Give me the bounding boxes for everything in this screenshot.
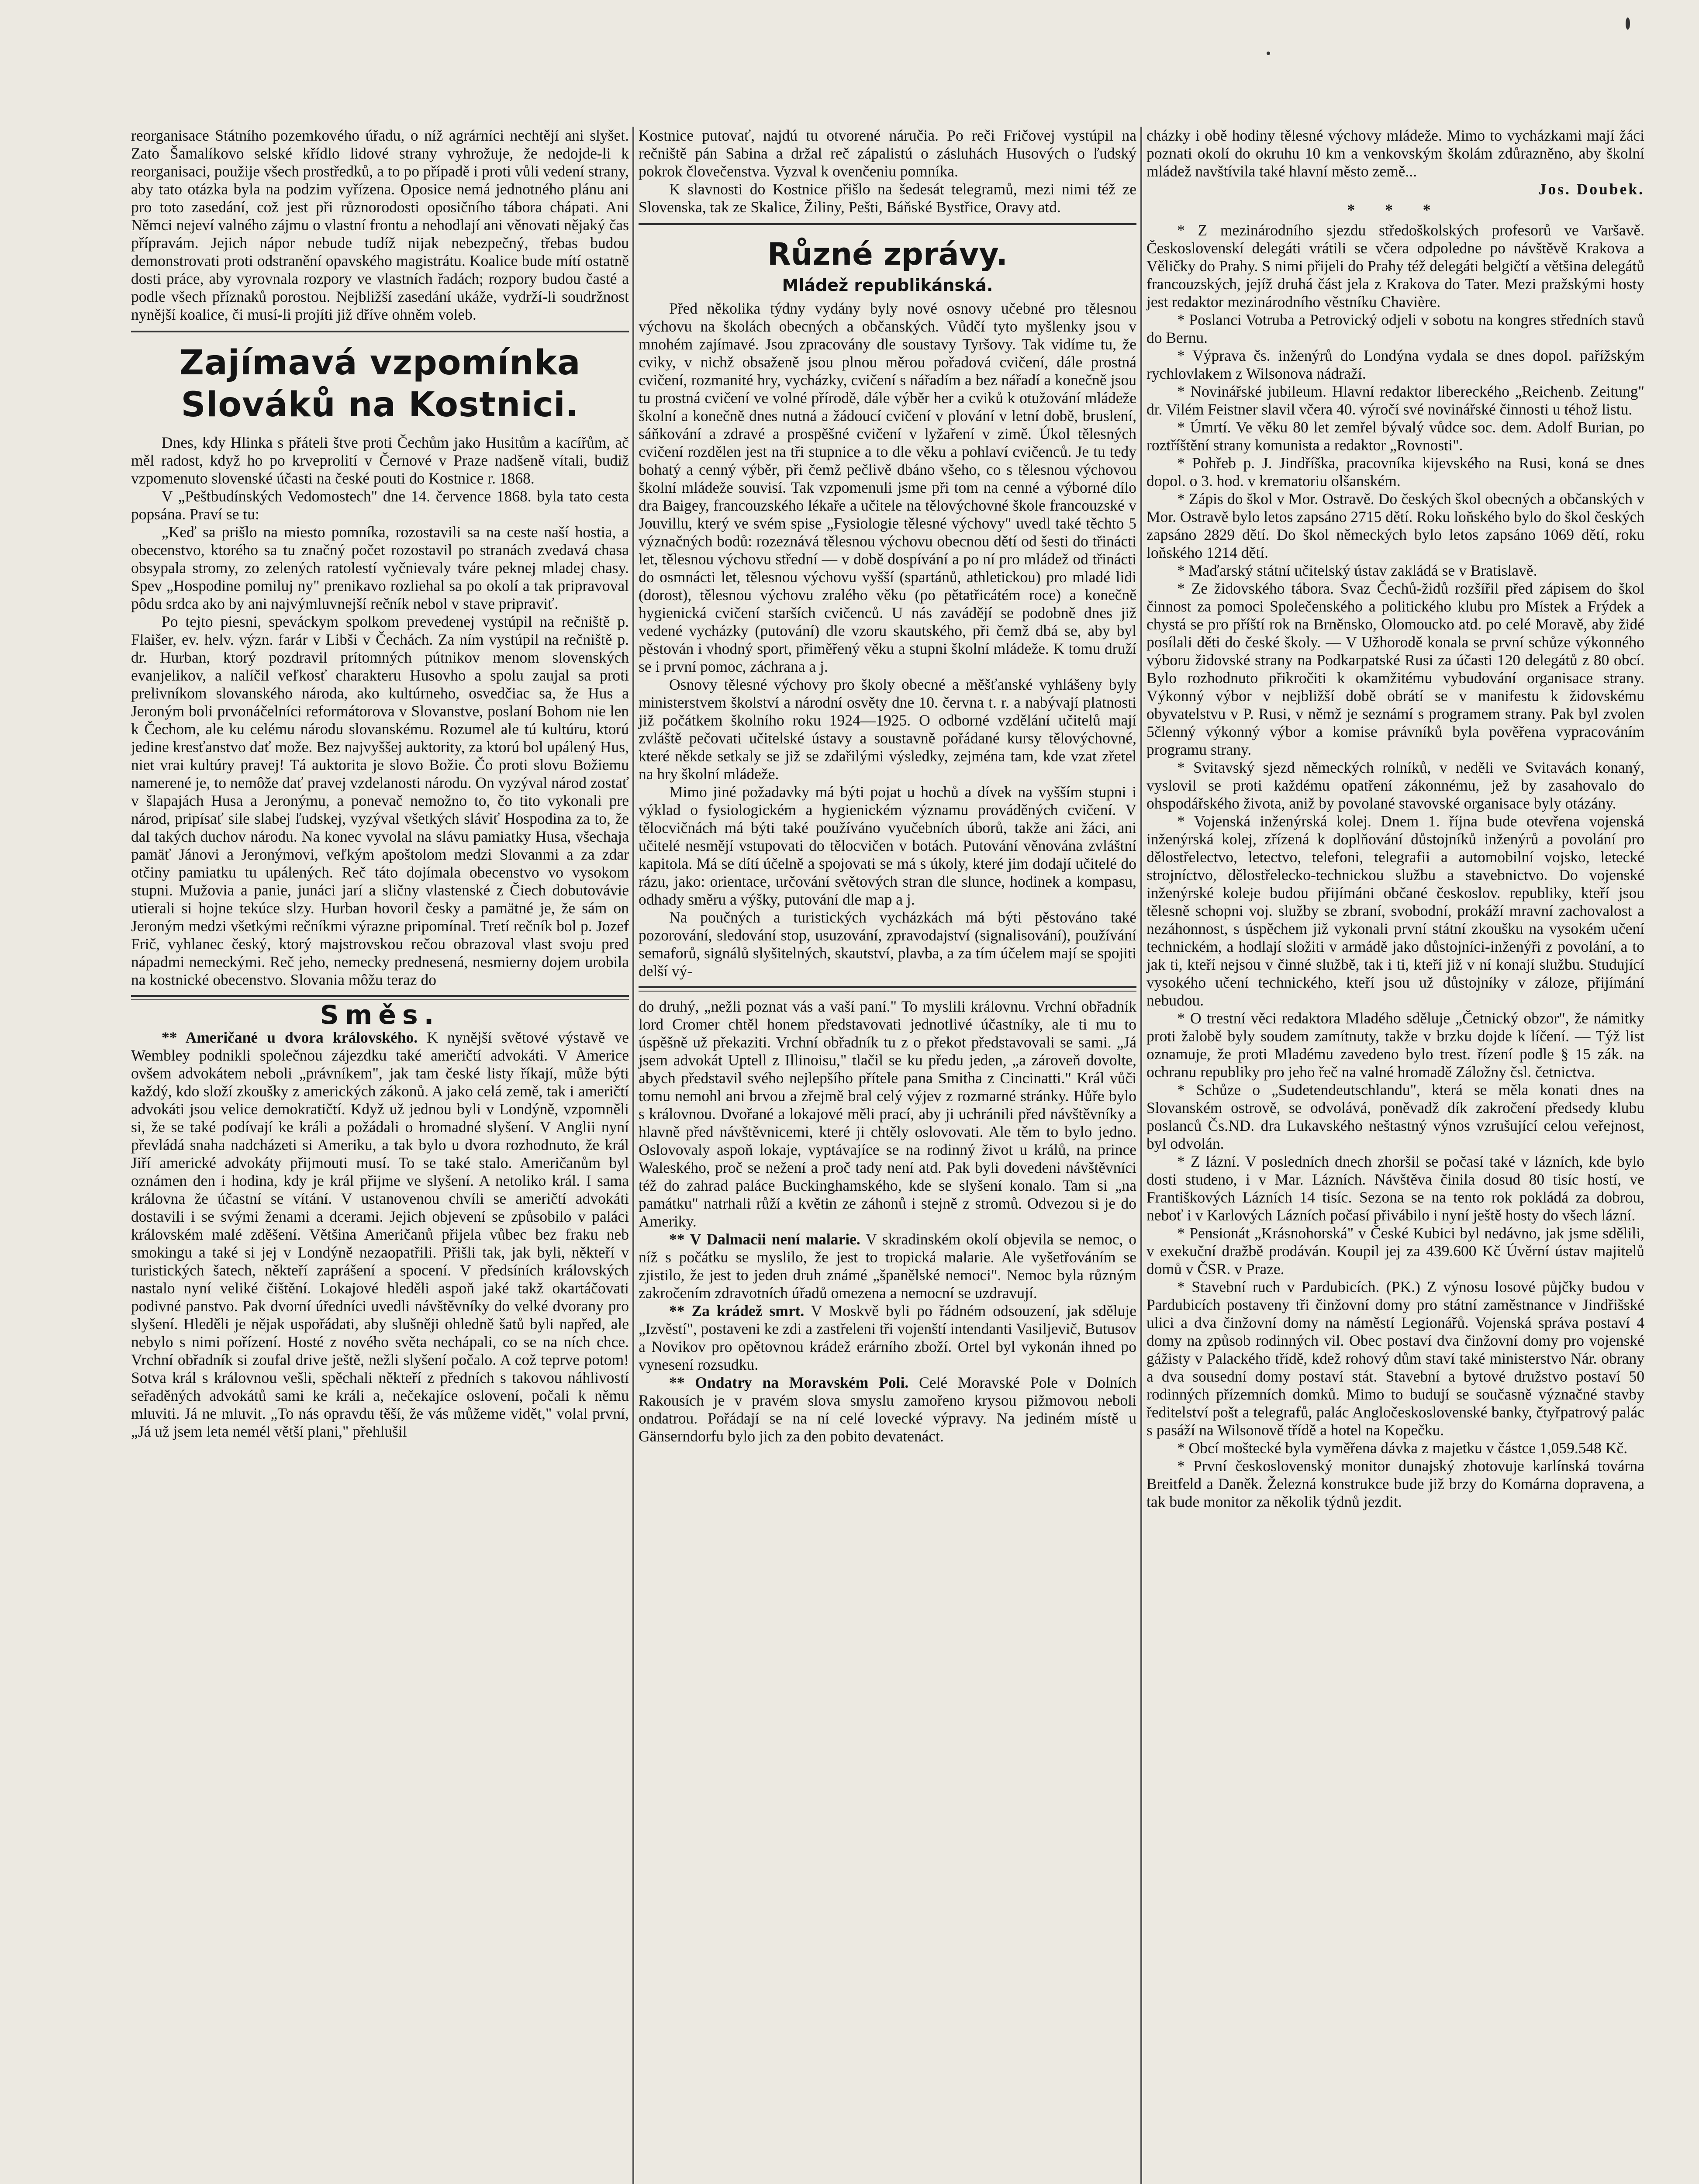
news-item: * O trestní věci redaktora Mladého sděluje „Četnický obzor", že námitky proti žalobě byly soudem zamítnuty, takže v brzku dojde k líčení. — Týž list oznamuje, že proti Mladému zavedeno bylo trest. řízení podle § 15 zák. na ochranu republiky pro jeho řeč na valné hromadě Záložny čsl. četnictva. bbox=[1146, 1009, 1644, 1081]
section-rule bbox=[639, 986, 1136, 992]
section-stars: * * * bbox=[1347, 201, 1444, 218]
item-title: ** Za krádež smrt. bbox=[669, 1302, 805, 1320]
article-text: Dnes, kdy Hlinka s přáteli štve proti Čechům jako Husitům a kacířům, ač měl radost, když ho po krveprolití v Černové v Praze nadšeně vítali, budiž vzpomenuto slovenské účasti na české pouti do Kostnice r. 1868. bbox=[131, 434, 629, 487]
print-speck bbox=[1267, 52, 1270, 55]
column-3 bbox=[1146, 127, 1644, 1511]
news-item: * Obcí moštecké byla vyměřena dávka z majetku v částce 1,059.548 Kč. bbox=[1177, 1439, 1628, 1457]
news-item: * Z lázní. V posledních dnech zhoršil se počasí také v lázních, kde bylo dosti studeno, i v Mar. Lázních. Návštěva činila dosud 80 tisíc hostí, ve Františkových Lázních 14 tisíc. Sezona se na tento rok pokládá za dobrou, neboť i v Karlových Lázních počasí přivábilo i nyní ještě hosty do všech lázní. bbox=[1146, 1153, 1644, 1224]
article-headline: Zajímavá vzpomínka Slováků na Kostnici. bbox=[179, 343, 581, 425]
article-text: Na poučných a turistických vycházkách má býti pěstováno také pozorování, sledování stop, usuzování, zpravodajství (signalisování), používání semaforů, signálů slyšitelných, skautství, plavba, a za tím účelem mají se spojiti delší vý- bbox=[639, 909, 1136, 980]
news-item: * Pohřeb p. J. Jindříška, pracovníka kijevského na Rusi, koná se dnes dopol. o 3. hod. v krematoriu olšanském. bbox=[1146, 454, 1644, 490]
news-item: * První československý monitor dunajský zhotovuje karlínská továrna Breitfeld a Daněk. Železná konstrukce bude již brzy do Komárna dopravena, a tak bude monitor za několik týdnů jezdit. bbox=[1146, 1457, 1644, 1510]
news-item: * Maďarský státní učitelský ústav zakládá se v Bratislavě. bbox=[1177, 562, 1537, 579]
column-2 bbox=[639, 127, 1136, 1445]
column-divider bbox=[632, 127, 634, 2184]
section-rule bbox=[639, 223, 1136, 225]
article-text: Před několika týdny vydány byly nové osnovy učebné pro tělesnou výchovu na školách obecných a občanských. Vůdčí tyto myšlenky jsou v mnohém zajímavé. Jsou zpracovány dle soustavy Tyršovy. Tak vidíme tu, že cviky, v nichž obsaženě jsou plnou měrou pořadová cvičení, dále prostná cvičení, rozmanité hry, vycházky, cvičení s nářadím a bez nářadí a konečně jsou tu prostná cvičení ve volné přírodě, dále výběr her a cviků k otužování mládeže školní a konečně dnes nutná a žádoucí cvičení v plování v letní době, bruslení, sáňkování a zdravé a prospěšné cvičení v lyžaření v zimě. Úkol tělesných cvičení rozdělen jest na tři stupnice a to dle věku a pohlaví cvičenců. Je tu tedy bohatý a cenný výběr, při čemž pečlivě dbáno všeho, co s tělesnou výchovou školní mládeže souvisí. Tak vzpomenuli jsme při tom na cenné a výborné dílo dra Baigey, francouzského lékaře a učitele na tělovýchovné škole francouzské v Jouvillu, který ve svém spise „Fysiologie tělesné výchovy" uvedl také těchto 5 význačných bodů: rozeznává tělesnou výchovu obecnou dětí od šesti do třinácti let, tělesnou výchovu střední — v době dospívání a po ní pro mládež od třinácti do osmnácti let, tělesnou výchovu vyšší (spartánů, athletickou) pro mladé lidi (dorost), tělesnou výchovu zralého věku (po pětatřicátém roce) a konečně hygienická cvičení starších cvičenců. U nás zavádějí se podobně dnes již vedené vycházky (putování) dle vzoru skautského, při čemž dbá se, aby byl pěstován i vhodný sport, přiměřený věku a stupni školní mládeže. K tomu druží se i první pomoc, záchrana a j. bbox=[639, 300, 1136, 675]
news-item: * Z mezinárodního sjezdu středoškolských profesorů ve Varšavě. Československí delegáti vrátili se včera odpoledne po návštěvě Krakova a Věličky do Prahy. S nimi přijeli do Prahy též delegáti belgičtí a většina delegátů francouzských, jejíž druhá část jela z Krakova do Tater. Mezi pražskými hosty jest redaktor mezinárodního věstníku Chavière. bbox=[1146, 221, 1644, 311]
news-item: * Svitavský sjezd německých rolníků, v neděli ve Svitavách konaný, vyslovil se proti každému opatření zákonnému, jež by zasahovalo do ohspodářského života, aniž by povolané stavovské organisace byly otázány. bbox=[1146, 759, 1644, 812]
news-item: * Zápis do škol v Mor. Ostravě. Do českých škol obecných a občanských v Mor. Ostravě bylo letos zapsáno 2715 dětí. Roku loňského bylo do škol českých zapsáno 2829 dětí. Do škol německých bylo letos zapsáno 1069 dětí, roku loňského 1214 dětí. bbox=[1146, 490, 1644, 561]
article-text: Mimo jiné požadavky má býti pojat u hochů a dívek na vyšším stupni i výklad o fysiologickém a hygienickém významu prováděných cvičení. V tělocvičnách má býti také používáno vyučebních úborů, takže ani žáci, ani učitelé nesmějí vstupovati do tělocvičen v botách. Putování věnována zvláštní kapitola. Má se dítí účelně a spojovati se má s úkoly, které jim dodají učitelé do rázu, jako: orientace, určování světových stran dle slunce, hodinek a kompasu, odhady směru a výšky, putování dle map a j. bbox=[639, 783, 1136, 908]
news-item: * Ze židovského tábora. Svaz Čechů-židů rozšířil před zápisem do škol činnost za pomoci Společenského a politického klubu pro Místek a Frýdek a chystá se pro příští rok na Brněnsko, Olomoucko atd. po celé Moravě, aby židé posílali děti do české školy. — V Užhorodě konala se první schůze výkonného výboru židovské strany na Podkarpatské Rusi za účasti 120 delegátů z 80 obcí. Bylo rozhodnuto přikročiti k okamžitému vybudování organisace strany. Výkonný výbor v nejbližší době obrátí se v manifestu k židovskému obyvatelstvu v P. Rusi, v němž je seznámí s programem strany. Pak byl zvolen 5členný výkonný výbor a komise právníků byla pověřena vypracováním programu strany. bbox=[1146, 580, 1644, 758]
author-signature: Jos. Doubek. bbox=[1538, 180, 1644, 198]
news-item: * Stavební ruch v Pardubicích. (PK.) Z výnosu losové půjčky budou v Pardubicích postaveny tři činžovní domy pro státní zaměstnance v Jindřišské ulici a dva činžovní domy na náměstí Legionářů. Vojenská správa postaví 4 domy na způsob rodinných vil. Obec postaví dva činžovní domy pro vojenské gážisty v Palackého třídě, kdež rohový dům staví také ministerstvo Nár. obrany a dva sousední domy postaví stát. Stavební a bytové družstvo postaví 50 rodinných přízemních domků. Mimo to budují se současně význačné stavby ředitelství pošt a telegrafů, palác Angločeskoslovenské banky, čtyřpatrový palác s pasáží na Wilsonově třídě a hotel na Kopečku. bbox=[1146, 1278, 1644, 1439]
article-text: Kostnice putovať, najdú tu otvorené náručia. Po reči Fričovej vystúpil na rečniště pán Sabina a držal reč zápalistú o zásluhách Husových o ľudský pokrok človečenstva. Vyzval k ovenčeniu pomníka. bbox=[639, 127, 1136, 180]
article-text: Po tejto piesni, speváckym spolkom prevedenej vystúpil na rečniště p. Flaišer, ev. helv. význ. farár v Libši v Čechách. Za ním vystúpil na rečniště p. dr. Hurban, ktorý pozdravil prítomných pútnikov menom slovenských evanjelikov, a nalíčil veľkosť charakteru Husovho a spolu zaujal sa proti prelivníkom slovanského národa, ako kultúrneho, osvedčiac sa, že Hus a Jeroným boli prvonáčelníci reformátorova v Slovanstve, poslaní Bohom nie len k Čechom, ale ku celému národu slovanskému. Rozumel ale tú kultúru, ktorú jedine kresťanstvo dať može. Bez najvyššej auktority, za ktorú bol upálený Hus, niet vrai kultúry pravej! Tá auktorita je slovo Božie. Čo proti slovu Božiemu namerené je, to nemôže dať pravej vzdelanosti národu. On vyzýval národ zostať v šlapajách Husa a Jeronýmu, a ponevač nemožno to, čo tito vykonali pre národ, pripísať sile slabej ľudskej, vyzýval všetkých sláviť Hospodina za to, že dal takých duchov národu. Na konec vyvolal na slávu pamiatky Husa, všechaja pamäť Jánovi a Jeronýmovi, veľkým apoštolom medzi Slovanmi a za zdar otčiny pamiatku tu upálených. Reč táto dojímala obecenstvo vo vysokom stupni. Mužovia a panie, junáci jarí a sličny vlastenské z Čiech dobutovávie utierali si hojne tekúce slzy. Hurban hovoril česky a pamätné je, že sám on Jeroným medzi všetkými rečníkmi výrazne pripomínal. Tretí rečník bol p. Jozef Frič, vyhlanec český, ktorý majstrovskou rečou obrazoval vlast svoju pred nápadmi nemeckými. Reč jeho, nemecky prednesená, nesmierny dojem urobila na kostnické obecenstvo. Slovania môžu teraz do bbox=[131, 613, 629, 988]
column-1 bbox=[131, 127, 629, 1441]
news-item: * Poslanci Votruba a Petrovický odjeli v sobotu na kongres středních stavů do Bernu. bbox=[1146, 311, 1644, 346]
section-heading: Různé zprávy. bbox=[767, 236, 1008, 272]
article-subheading: Mládež republikánská. bbox=[782, 276, 993, 295]
news-item: * Vojenská inženýrská kolej. Dnem 1. října bude otevřena vojenská inženýrská kolej, zřízená k doplňování důstojníků inženýrů a povolání pro dělostřelectvo, letectvo, telefoni, telegrafii a automobilní vojsko, letecké strojníctvo, dělostřelecko-technickou službu a stavebnictvo. Do vojenské inženýrské koleje budou přijímáni občané českoslov. republiky, kteří jsou tělesně schopni voj. služby se zbraní, svobodní, prokáží mravní zachovalost a nezáhonnost, s úspěchem již vykonali první státní zkoušku na vysokém učení technickém, a hodlají složiti v armádě jako důstojníci-inženýři z povolání, a to jak ti, kteří nejsou v činné službě, tak i ti, kteří již v ní konají službu. Studující vysokého učení technického, kteří jsou už důstojníky v záloze, přijímání nebudou. bbox=[1146, 812, 1644, 1009]
news-item: * Schůze o „Sudetendeutschlandu", která se měla konati dnes na Slovanském ostrově, se odvolává, poněvadž dík zakročení předsedy klubu poslanců Čs.ND. dra Lukavského neštastný výnos vzrušující celou veřejnost, byl odvolán. bbox=[1146, 1081, 1644, 1152]
article-text: V „Peštbudínských Vedomostech" dne 14. července 1868. byla tato cesta popsána. Praví se tu: bbox=[131, 487, 629, 523]
column-divider bbox=[1140, 127, 1142, 2184]
article-text: reorganisace Státního pozemkového úřadu, o níž agrárníci nechtějí ani slyšet. Zato Šamalíkovo selské křídlo lidové strany vyhrožuje, že nedojde-li k reorganisaci, použije všech prostředků, a to po případě i proti vůli vedení strany, aby tato otázka byla na podzim vyřízena. Oposice nemá jednotného plánu ani pro toto zasedání, což jest při různorodosti oposičního tábora chápati. Ani Němci nejeví valného zájmu o vlastní frontu a nehodlají ani věnovati nějaký čas přípravám. Jejich nápor nebude tudíž nijak nebezpečný, třebas budou demonstrovati proti odstranění opavského magistrátu. Koalice bude mítí ostatně dosti práce, aby vyrovnala rozpory ve vlastních řadách; rozpory budou časté a podle všech příznaků porostou. Nejbližší zasedání ukáže, vydrží-li soudržnost nynější koalice, či musí-li projíti již dříve ohněm voleb. bbox=[131, 127, 629, 323]
news-item: * Úmrtí. Ve věku 80 let zemřel bývalý vůdce soc. dem. Adolf Burian, po roztříštění strany komunista a redaktor „Rovnosti". bbox=[1146, 418, 1644, 454]
news-item: * Výprava čs. inženýrů do Londýna vydala se dnes dopol. pařížským rychlovlakem z Wilsonova nádraží. bbox=[1146, 347, 1644, 382]
article-text: K nynější světové výstavě ve Wembley podnikli společnou zájezdku také američtí advokáti. V Americe ovšem advokátem neboli „právníkem", jak tam české listy říkají, může býti každý, kdo složí zkoušky z amerických zákonů. A jako celá země, tak i američtí advokáti jsou velice demokratičtí. Když už jednou byli v Londýně, vzpomněli si, že se také podívají ke králi a požádali o hromadné slyšení. V Anglii nyní převládá snaha nadcházeti si Ameriku, a tak bylo u dvora rozhodnuto, že král Jiří americké advokáty přijmouti musí. To se také stalo. Američanům byl oznámen den i hodina, kdy je král přijme ve slyšení. A netoliko král. I sama královna že účastní se vítání. V ustanovenou chvíli se američtí advokáti dostavili i se svými ženami a dcerami. Jejich objevení se způsobilo v paláci královském malé zděšení. Většina Američanů přijela vůbec bez fraku neb smokingu a také si jej v Londýně nezaopatřili. Přišli tak, jak byli, někteří v turistických šatech, někteří zaprášení a spocení. V předsíních královských nastalo nyní veliké čištění. Lokajové hleděli aspoň jaké takž okartáčovati podivné panstvo. Pak dvorní úředníci uvedli návštěvníky do velké dvorany pro slyšení. Hleděli je nějak uspořádati, aby slušněji ohledně šatů byli napřed, ale nebylo s nimi pořízení. Hosté z nového světa nechápali, co se na ních chce. Vrchní obřadník si zoufal drive ještě, nežli slyšení počalo. A což teprve potom! Sotva král s královnou vešli, spěchali někteří z předních s takovou náhlivostí seřaděných advokátů sami ke králi a, nečekajíce oslovení, počali k němu mluviti. Já ne mluvit. „To nás opravdu těší, že vás můžeme vidět," volal první, „Já už jsem leta nemél větší plani," přehlušil bbox=[131, 1029, 629, 1440]
article-text: Celé Moravské Pole v Dolních Rakousích je v pravém slova smyslu zamořeno krysou pižmovou neboli ondatrou. Pořádají se na ní celé lovecké výpravy. Na jediném místě u Gänserndorfu bylo jich za den pobito devatenáct. bbox=[639, 1374, 1136, 1445]
article-text: „Keď sa prišlo na miesto pomníka, rozostavili sa na ceste naší hostia, a obecenstvo, ktorého sa tu značný počet rozostavil po stranách zvedavá chasa obsypala stromy, zo zelených ratolestí vyčnievaly tváre peknej mladej chasy. Spev „Hospodine pomiluj ny" prenikavo rozliehal sa po okolí a tak pripravoval pôdu srdca ako by ani najvýmluvnejší rečník nebol v stave pripraviť. bbox=[131, 523, 629, 612]
article-text: K slavnosti do Kostnice přišlo na šedesát telegramů, mezi nimi též ze Slovenska, tak ze Skalice, Žiliny, Pešti, Báňské Bystřice, Oravy atd. bbox=[639, 180, 1136, 216]
print-speck bbox=[1626, 17, 1630, 30]
item-title: ** V Dalmacii není malarie. bbox=[669, 1230, 860, 1248]
item-title: ** Ondatry na Moravském Poli. bbox=[669, 1374, 909, 1391]
news-item: * Novinářské jubileum. Hlavní redaktor libereckého „Reichenb. Zeitung" dr. Vilém Feistner slavil včera 40. výročí své novinářské činnosti u téhož listu. bbox=[1146, 383, 1644, 418]
article-text: Osnovy tělesné výchovy pro školy obecné a měšťanské vyhlášeny byly ministerstvem školství a národní osvěty dne 10. června t. r. a nabývají platnosti již počátkem školního roku 1924—1925. O odborné vzdělání učitelů mají zvláště pečovati učitelské ústavy a soustavně pořádané kursy tělovýchovné, které někde setkaly se již se zdařilými výsledky, zejména tam, kde vzat zřetel na hry školní mládeže. bbox=[639, 676, 1136, 783]
item-title: ** Američané u dvora královského. bbox=[162, 1029, 418, 1046]
article-text: V skradinském okolí objevila se nemoc, o níž s počátku se myslilo, že jest to tropická malarie. Ale vyšetřováním se zjistilo, že jest to jeden druh známé „španělské nemoci". Nemoc byla různým zakročením zdravotních úřadů omezena a nemocní se uzdravují. bbox=[639, 1230, 1137, 1302]
section-rule bbox=[131, 331, 629, 332]
section-heading: Směs. bbox=[320, 1000, 440, 1030]
news-item: * Pensionát „Krásnohorská" v České Kubici byl nedávno, jak jsme sdělili, v exekuční dražbě prodáván. Koupil jej za 439.600 Kč Úvěrní ústav majitelů domů v ČSR. v Praze. bbox=[1146, 1224, 1644, 1278]
article-text: V Moskvě byli po řádném odsouzení, jak sděluje „Izvěstí", postaveni ke zdi a zastřeleni tři vojenští intendanti Vasiljevič, Butusov a Novikov pro opětovnou krádež erárního zboží. Ortel byl vykonán ihned po vynesení rozsudku. bbox=[639, 1302, 1136, 1373]
article-text: cházky i obě hodiny tělesné výchovy mládeže. Mimo to vycházkami mají žáci poznati okolí do okruhu 10 km a venkovským školám zdůrazněno, aby školní mládež navštívila také hlavní město země... bbox=[1146, 127, 1644, 180]
article-text: do druhý, „nežli poznat vás a vaší paní." To myslili královnu. Vrchní obřadník lord Cromer chtěl honem představovati jednotlivé účastníky, ale ti mu to úspěšně už překaziti. Vrchní obřadník tu z o překot představovali se sami. „Já jsem advokát Uptell z Illinoisu," tlačil se ku předu jeden, „a zároveň dovolte, abych představil svého nejlepšího přítele pana Smitha z Cincinatti." Král vůči tomu nemohl ani brvou a zřejmě bral celý výjev z rozmarné stránky. Hůře bylo s královnou. Dvořané a lokajové měli prací, aby ji uchránili před návštěvníky a hlavně před návštěvnicemi, které ji chtěly oslovovati. Ale těm to bylo jedno. Oslovovaly aspoň lokaje, vyptávajíce se na rodinný život u králů, na prince Waleského, proč se nežení a proč tady není atd. Pak byli dovedeni návštěvníci též do zahrad paláce Buckinghamského, kde se slyšení konalo. Tam si „na památku" natrhali růží a květin ze záhonů i stejně z stromů. Odvezou si je do Ameriky. bbox=[639, 998, 1136, 1230]
